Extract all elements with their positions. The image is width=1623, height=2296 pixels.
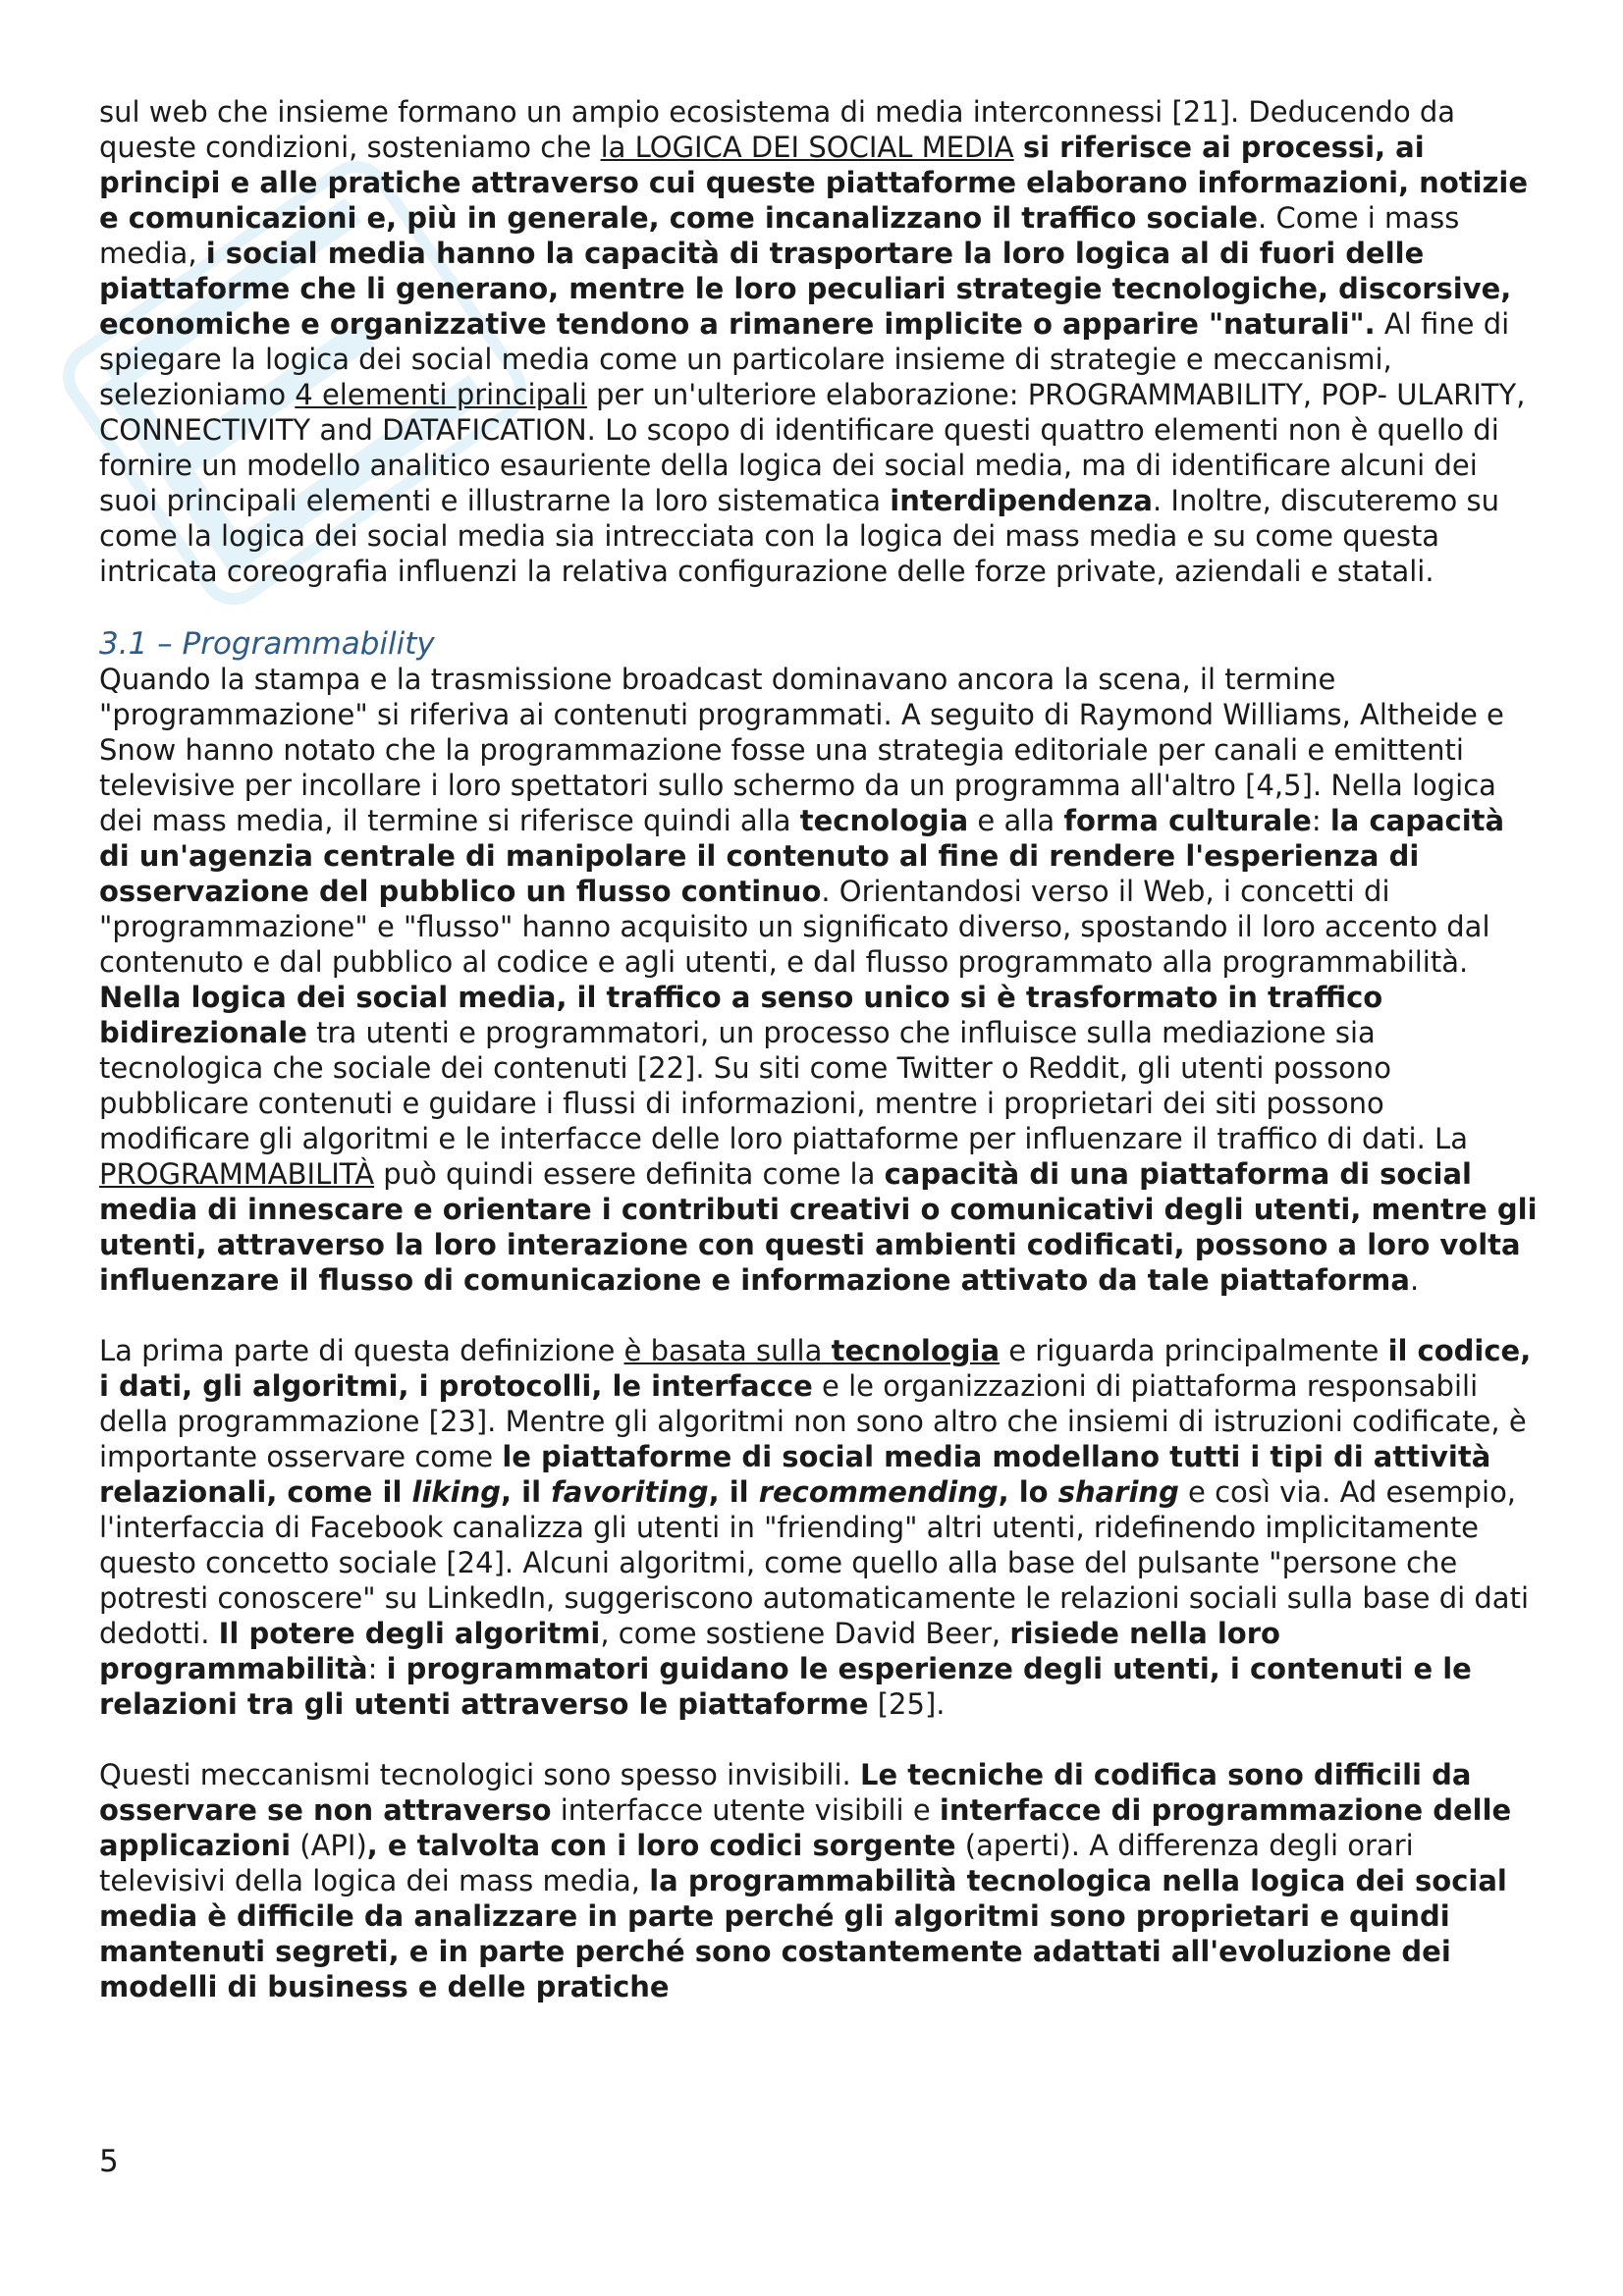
text-run: le piattaforme di social media modellano tutti i tipi di attività relazionali, come il bbox=[99, 1440, 1491, 1509]
text-run: sharing bbox=[1057, 1475, 1179, 1509]
text-run: capacità di una piattaforma di social media di innescare e orientare i contributi creativi o comunicativi degli utenti, mentre gli utenti, attraverso la loro interazione con questi ambienti codificati, possono a loro volta influenzare il flusso di comunicazione e informazione attivato da tale piattaforma bbox=[99, 1157, 1538, 1297]
text-run: , come sostiene David Beer, bbox=[600, 1617, 1010, 1650]
text-run: interdipendenza bbox=[890, 484, 1153, 517]
text-run: PROGRAMMABILITÀ bbox=[99, 1157, 375, 1191]
text-run: la LOGICA DEI SOCIAL MEDIA bbox=[600, 131, 1014, 164]
text-run: La prima parte di questa definizione bbox=[99, 1334, 624, 1367]
text-run: . Orientandosi verso il Web, i concetti di "programmazione" e "flusso" hanno acquisito un significato diverso, spostando il loro accento dal contenuto e dal pubblico al codice e agli utenti, e dal flusso programmato alla programmabilità. bbox=[99, 875, 1490, 979]
text-run: Questi meccanismi tecnologici sono spesso invisibili. bbox=[99, 1758, 860, 1791]
text-run: liking bbox=[411, 1475, 502, 1509]
text-run: Il potere degli algoritmi bbox=[218, 1617, 601, 1650]
text-run: : bbox=[1311, 804, 1330, 837]
paragraph-programmability bbox=[99, 662, 1542, 1298]
text-run: e le organizzazioni di piattaforma responsabili della programmazione [23]. Mentre gli algoritmi non sono altro che insiemi di istruzioni codificate, è importante osservare come bbox=[99, 1369, 1527, 1473]
paragraph-invisible-mechanisms bbox=[99, 1757, 1542, 2004]
text-run: recommending bbox=[758, 1475, 999, 1509]
text-run: e riguarda principalmente bbox=[1000, 1334, 1388, 1367]
text-run: , il bbox=[501, 1475, 552, 1509]
text-run: . Inoltre, discuteremo su come la logica dei social media sia intrecciata con la logica dei mass media e su come questa intricata coreografia influenzi la relativa configurazione delle forze private, aziendali e statali. bbox=[99, 484, 1500, 588]
text-run: [25]. bbox=[868, 1687, 946, 1721]
text-run: : bbox=[367, 1652, 387, 1685]
text-run: 4 elementi principali bbox=[295, 378, 587, 411]
text-run: sul web che insieme formano un ampio ecosistema di media interconnessi [21]. Deducendo da queste condizioni, sosteniamo che bbox=[99, 95, 1456, 164]
text-run: il codice, i dati, gli algoritmi, i protocolli, le interfacce bbox=[99, 1334, 1532, 1403]
text-run: tecnologia bbox=[799, 804, 969, 837]
text-run: per un'ulteriore elaborazione: PROGRAMMABILITY, POP- ULARITY, CONNECTIVITY and DATAFICATION. Lo scopo di identificare questi quattro elementi non è quello di fornire un modello analitico esauriente della logica dei social media, ma di identificare alcuni dei suoi principali elementi e illustrarne la loro sistematica bbox=[99, 378, 1526, 517]
text-run: si riferisce ai processi, ai principi e alle pratiche attraverso cui queste piattaforme elaborano informazioni, notizie e comunicazioni e, più in generale, come incanalizzano il traffico sociale bbox=[99, 131, 1529, 235]
paragraph-intro bbox=[99, 94, 1542, 589]
text-run: risiede nella loro programmabilità bbox=[99, 1617, 1280, 1685]
text-run: Nella logica dei social media, il traffico a senso unico si è trasformato in traffico bidirezionale bbox=[99, 981, 1383, 1049]
text-run: (API) bbox=[291, 1829, 367, 1862]
text-run: è basata sulla bbox=[623, 1334, 832, 1367]
text-run: . bbox=[1409, 1263, 1420, 1297]
text-run: Quando la stampa e la trasmissione broadcast dominavano ancora la scena, il termine "programmazione" si riferiva ai contenuti programmati. A seguito di Raymond Williams, Altheide e Snow hanno notato che la programmazione fosse una strategia editoriale per canali e emittenti televisive per incollare i loro spettatori sullo schermo da un programma all'altro [4,5]. Nella logica dei mass media, il termine si riferisce quindi alla bbox=[99, 663, 1504, 837]
text-run: , e talvolta con i loro codici sorgente bbox=[366, 1829, 956, 1862]
text-run: e alla bbox=[968, 804, 1064, 837]
document-page bbox=[99, 94, 1542, 2004]
page-number: 5 bbox=[99, 2144, 119, 2179]
text-run: , lo bbox=[998, 1475, 1058, 1509]
text-run: Le tecniche di codifica sono difficili da osservare se non attraverso bbox=[99, 1758, 1472, 1827]
text-run: può quindi essere definita come la bbox=[374, 1157, 885, 1191]
text-run: tecnologia bbox=[831, 1334, 1001, 1367]
text-run bbox=[1014, 131, 1023, 164]
text-run: , il bbox=[708, 1475, 759, 1509]
text-run: Al fine di spiegare la logica dei social media come un particolare insieme di strategie e meccanismi, selezioniamo bbox=[99, 307, 1510, 411]
text-run: la programmabilità tecnologica nella logica dei social media è difficile da analizzare in parte perché gli algoritmi sono proprietari e quindi mantenuti segreti, e in parte perché sono costantemente adattati all'evoluzione dei modelli di business e delle pratiche bbox=[99, 1864, 1507, 2003]
text-run: (aperti). A differenza degli orari televisivi della logica dei mass media, bbox=[99, 1829, 1414, 1897]
text-run: forma culturale bbox=[1063, 804, 1312, 837]
text-run: la capacità di un'agenzia centrale di manipolare il contenuto al fine di rendere l'esperienza di osservazione del pubblico un flusso continuo bbox=[99, 804, 1505, 908]
section-title: 3.1 – Programmability bbox=[99, 626, 435, 662]
paragraph-definition bbox=[99, 1333, 1542, 1722]
text-run: interfacce di programmazione delle applicazioni bbox=[99, 1793, 1512, 1862]
text-run: . Come i mass media, bbox=[99, 201, 1460, 270]
text-run: i social media hanno la capacità di trasportare la loro logica al di fuori delle piattaforme che li generano, mentre le loro peculiari strategie tecnologiche, discorsive, economiche e organizzative tendono a rimanere implicite o apparire "naturali". bbox=[99, 237, 1512, 341]
text-run: e così via. Ad esempio, l'interfaccia di Facebook canalizza gli utenti in "friending" altri utenti, ridefinendo implicitamente questo concetto sociale [24]. Alcuni algoritmi, come quello alla base del pulsante "persone che potresti conoscere" su LinkedIn, suggeriscono automaticamente le relazioni sociali sulla base di dati dedotti. bbox=[99, 1475, 1530, 1650]
text-run: interfacce utente visibili e bbox=[551, 1793, 940, 1827]
text-run: i programmatori guidano le esperienze degli utenti, i contenuti e le relazioni tra gli utenti attraverso le piattaforme bbox=[99, 1652, 1472, 1721]
text-run: tra utenti e programmatori, un processo che influisce sulla mediazione sia tecnologica che sociale dei contenuti [22]. Su siti come Twitter o Reddit, gli utenti possono pubblicare contenuti e guidare i flussi di informazioni, mentre i proprietari dei siti possono modificare gli algoritmi e le interfacce delle loro piattaforme per influenzare il traffico di dati. La bbox=[99, 1016, 1468, 1155]
text-run: favoriting bbox=[551, 1475, 709, 1509]
